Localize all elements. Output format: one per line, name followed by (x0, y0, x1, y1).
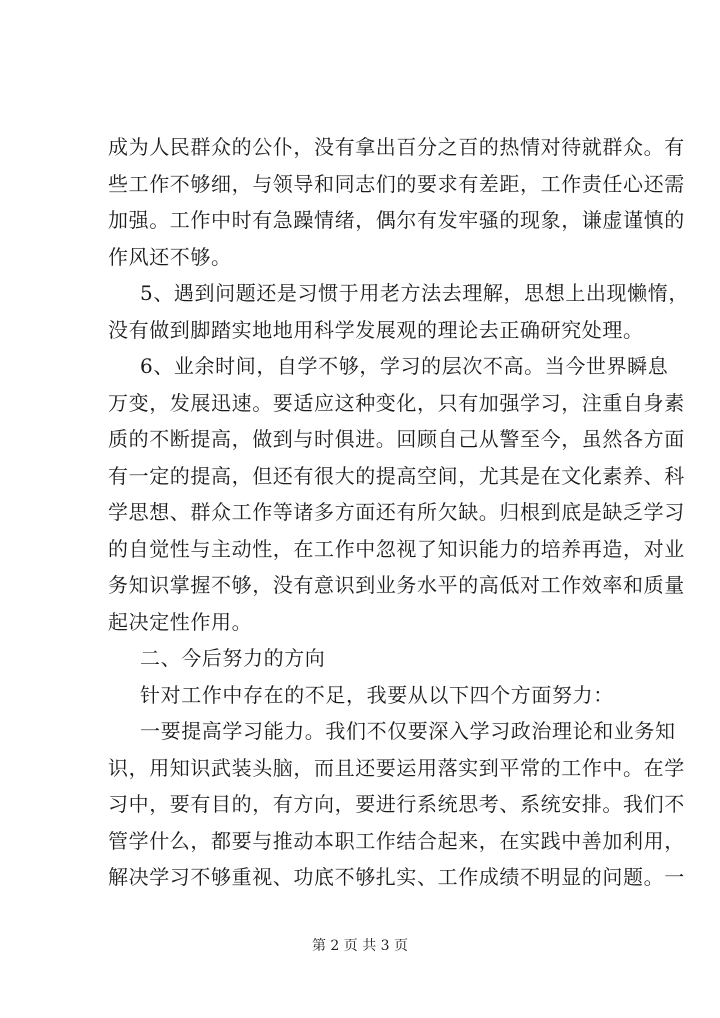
text-line: 解决学习不够重视、功底不够扎实、工作成绩不明显的问题。一 (108, 865, 685, 889)
text-line: 加强。工作中时有急躁情绪，偶尔有发牢骚的现象，谦虚谨慎的 (108, 208, 685, 232)
text-line: 6、业余时间，自学不够，学习的层次不高。当今世界瞬息 (140, 354, 669, 378)
text-line: 起决定性作用。 (108, 609, 253, 634)
text-line: 针对工作中存在的不足，我要从以下四个方面努力： (140, 682, 614, 707)
text-line: 些工作不够细，与领导和同志们的要求有差距，工作责任心还需 (108, 171, 685, 196)
text-line: 的自觉性与主动性，在工作中忽视了知识能力的培养再造，对业 (108, 536, 685, 561)
text-line: 有一定的提高，但还有很大的提高空间，尤其是在文化素养、科 (108, 463, 685, 488)
text-line: 作风还不够。 (108, 244, 232, 269)
text-line: 成为人民群众的公仆，没有拿出百分之百的热情对待就群众。有 (108, 135, 685, 159)
text-line: 习中，要有目的，有方向，要进行系统思考、系统安排。我们不 (108, 792, 685, 816)
text-line: 万变，发展迅速。要适应这种变化，只有加强学习，注重自身素 (108, 390, 685, 415)
text-line: 5、遇到问题还是习惯于用老方法去理解，思想上出现懒惰， (140, 281, 689, 305)
document-body (108, 129, 689, 896)
text-line: 学思想、群众工作等诸多方面还有所欠缺。归根到底是缺乏学习 (108, 500, 685, 524)
text-line: 质的不断提高，做到与时俱进。回顾自己从警至今，虽然各方面 (108, 427, 685, 451)
text-line: 识，用知识武装头脑，而且还要运用落实到平常的工作中。在学 (108, 755, 685, 780)
text-line: 一要提高学习能力。我们不仅要深入学习政治理论和业务知 (140, 719, 676, 743)
text-line: 没有做到脚踏实地地用科学发展观的理论去正确研究处理。 (108, 317, 644, 342)
text-line: 二、今后努力的方向 (140, 646, 326, 670)
text-line: 管学什么，都要与推动本职工作结合起来，在实践中善加利用， (108, 828, 685, 853)
page-footer: 第 2 页 共 3 页 (311, 938, 409, 954)
text-line: 务知识掌握不够，没有意识到业务水平的高低对工作效率和质量 (108, 573, 685, 597)
